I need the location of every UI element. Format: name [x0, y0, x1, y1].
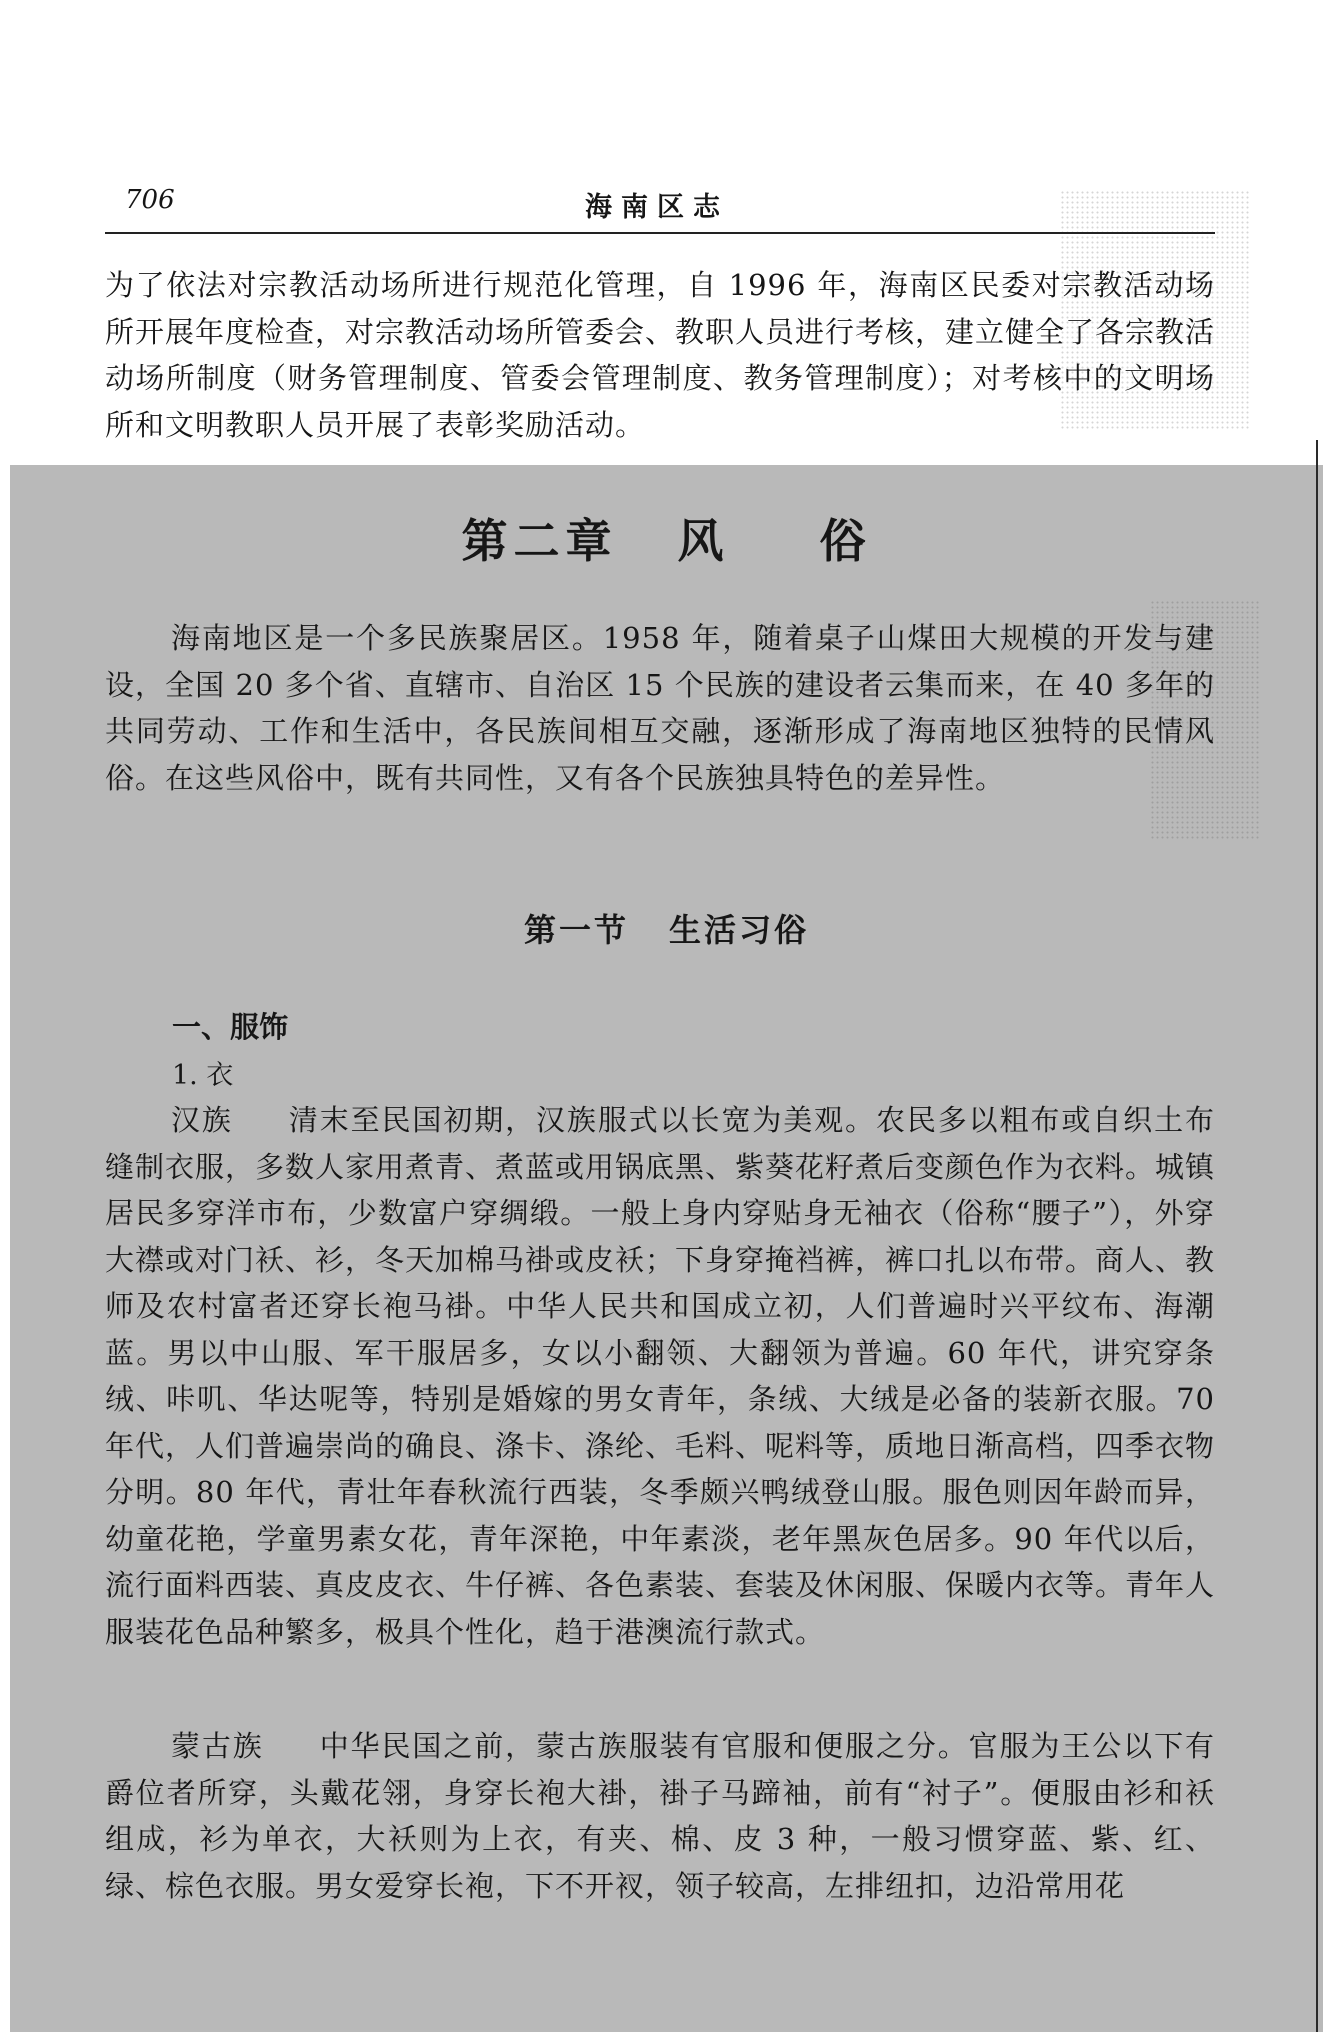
- scan-edge-line: [1316, 440, 1318, 2032]
- intro-paragraph: 为了依法对宗教活动场所进行规范化管理，自 1996 年，海南区民委对宗教活动场所开展年度检查，对宗教活动场所管委会、教职人员进行考核，建立健全了各宗教活动场所制度（财务管理制度、管委会管理制度、教务管理制度）；对考核中的文明场所和文明教职人员开展了表彰奖励活动。: [105, 268, 1216, 442]
- header-rule: [105, 232, 1215, 234]
- section-number: 第一节: [523, 911, 629, 949]
- paragraph-body: 清末至民国初期，汉族服式以长宽为美观。农民多以粗布或自织土布缝制衣服，多数人家用煮青、煮蓝或用锅底黑、紫葵花籽煮后变颜色作为衣料。城镇居民多穿洋市布，少数富户穿绸缎。一般上身内穿贴身无袖衣（俗称“腰子”），外穿大襟或对门袄、衫，冬天加棉马褂或皮袄；下身穿掩裆裤，裤口扎以布带。商人、教师及农村富者还穿长袍马褂。中华人民共和国成立初，人们普遍时兴平纹布、海潮蓝。男以中山服、军干服居多，女以小翻领、大翻领为普遍。60 年代，讲究穿条绒、咔叽、华达呢等，特别是婚嫁的男女青年，条绒、大绒是必备的装新衣服。70 年代，人们普遍崇尚的确良、涤卡、涤纶、毛料、呢料等，质地日渐高档，四季衣物分明。80 年代，青壮年春秋流行西装，冬季颇兴鸭绒登山服。服色则因年龄而异，幼童花艳，学童男素女花，青年深艳，中年素淡，老年黑灰色居多。90 年代以后，流行面料西装、真皮皮衣、牛仔裤、各色素装、套装及休闲服、保暖内衣等。青年人服装花色品种繁多，极具个性化，趋于港澳流行款式。: [105, 1103, 1216, 1649]
- paragraph-body: 中华民国之前，蒙古族服装有官服和便服之分。官服为王公以下有爵位者所穿，头戴花翎，身穿长袍大褂，褂子马蹄袖，前有“衬子”。便服由衫和袄组成，衫为单衣，大袄则为上衣，有夹、棉、皮 3 种，一般习惯穿蓝、紫、红、绿、棕色衣服。男女爱穿长袍，下不开衩，领子较高，左排纽扣，边沿常用花: [105, 1729, 1215, 1903]
- subheading: 一、服饰: [172, 1010, 289, 1044]
- running-title: 海南区志: [585, 192, 729, 223]
- mongol-paragraph: [105, 1723, 1215, 1909]
- page-header: [105, 185, 1215, 233]
- section-title: [0, 905, 1333, 951]
- chapter-title: [0, 505, 1333, 571]
- chapter-number: 第二章: [461, 514, 618, 568]
- chapter-title-char: 风: [677, 514, 730, 568]
- page-number: 706: [125, 185, 175, 215]
- chapter-intro-paragraph: 海南地区是一个多民族聚居区。1958 年，随着桌子山煤田大规模的开发与建设，全国 20 多个省、直辖市、自治区 15 个民族的建设者云集而来，在 40 多年的共同劳动、工作和生活中，各民族间相互交融，逐渐形成了海南地区独特的民情风俗。在这些风俗中，既有共同性，又有各个民族独具特色的差异性。: [105, 621, 1215, 795]
- section-name: 生活习俗: [669, 911, 810, 949]
- chapter-title-char: 俗: [819, 514, 872, 568]
- paragraph-lead-term: 汉族: [171, 1103, 233, 1137]
- paragraph-lead-term: 蒙古族: [171, 1729, 264, 1763]
- han-paragraph: [105, 1097, 1215, 1655]
- subsubheading: 1. 衣: [172, 1060, 234, 1091]
